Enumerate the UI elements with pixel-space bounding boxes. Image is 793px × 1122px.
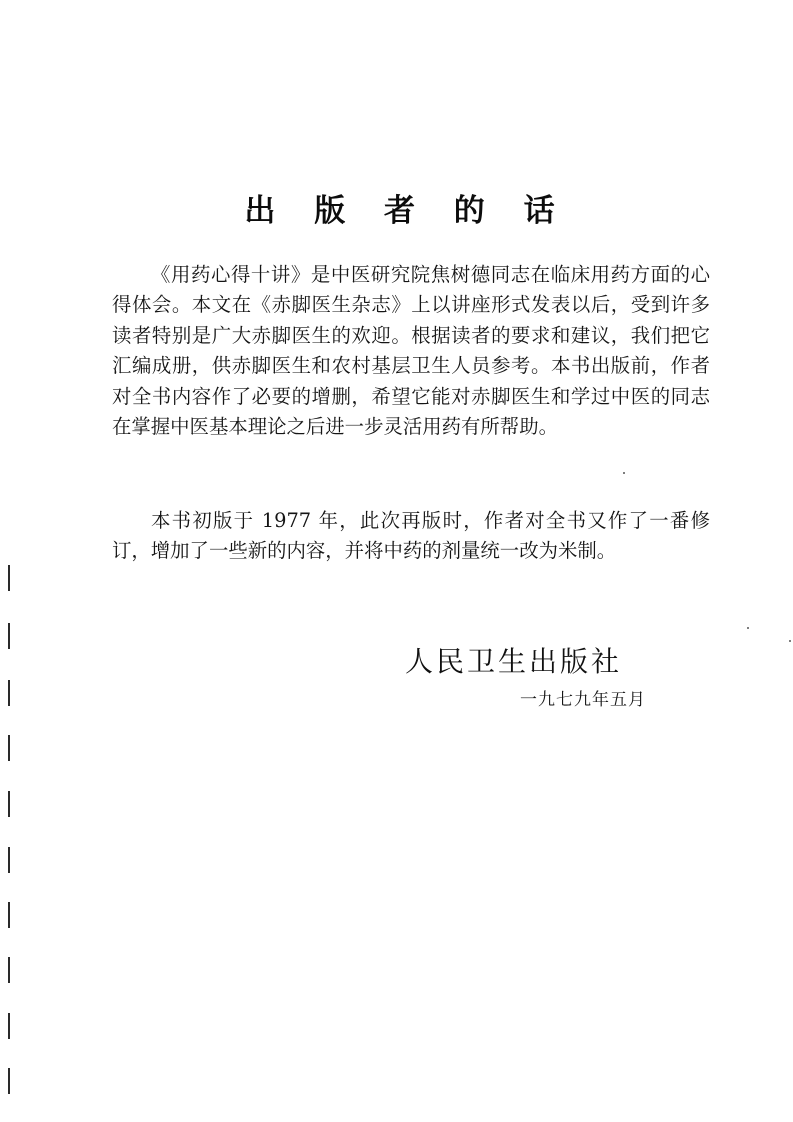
paragraph-2-block (112, 506, 710, 567)
page-title: 出 版 者 的 话 (244, 193, 569, 229)
paragraph-1: 《用药心得十讲》是中医研究院焦树德同志在临床用药方面的心得体会。本文在《赤脚医生杂志》上以讲座形式发表以后，受到许多读者特别是广大赤脚医生的欢迎。根据读者的要求和建议，我们把它汇编成册，供赤脚医生和农村基层卫生人员参考。本书出版前，作者对全书内容作了必要的增删，希望它能对赤脚医生和学过中医的同志在掌握中医基本理论之后进一步灵活用药有所帮助。 (112, 263, 710, 439)
paragraph-2: 本书初版于 1977 年，此次再版时，作者对全书又作了一番修订，增加了一些新的内容，并将中药的剂量统一改为米制。 (112, 509, 710, 563)
publication-date: 一九七九年五月 (520, 690, 646, 710)
margin-mark (8, 1013, 10, 1039)
scan-speck (789, 640, 791, 642)
binding-margin-marks (0, 0, 20, 1122)
margin-mark (8, 957, 10, 983)
margin-mark (8, 623, 10, 649)
scan-speck (623, 472, 625, 474)
margin-mark (8, 791, 10, 817)
margin-mark (8, 565, 10, 591)
margin-mark (8, 1068, 10, 1094)
paragraph-1-block (112, 260, 710, 442)
margin-mark (8, 680, 10, 706)
margin-mark (8, 902, 10, 928)
scan-speck (747, 627, 749, 629)
margin-mark (8, 847, 10, 873)
publisher-signature: 人民卫生出版社 (405, 645, 623, 678)
margin-mark (8, 735, 10, 761)
